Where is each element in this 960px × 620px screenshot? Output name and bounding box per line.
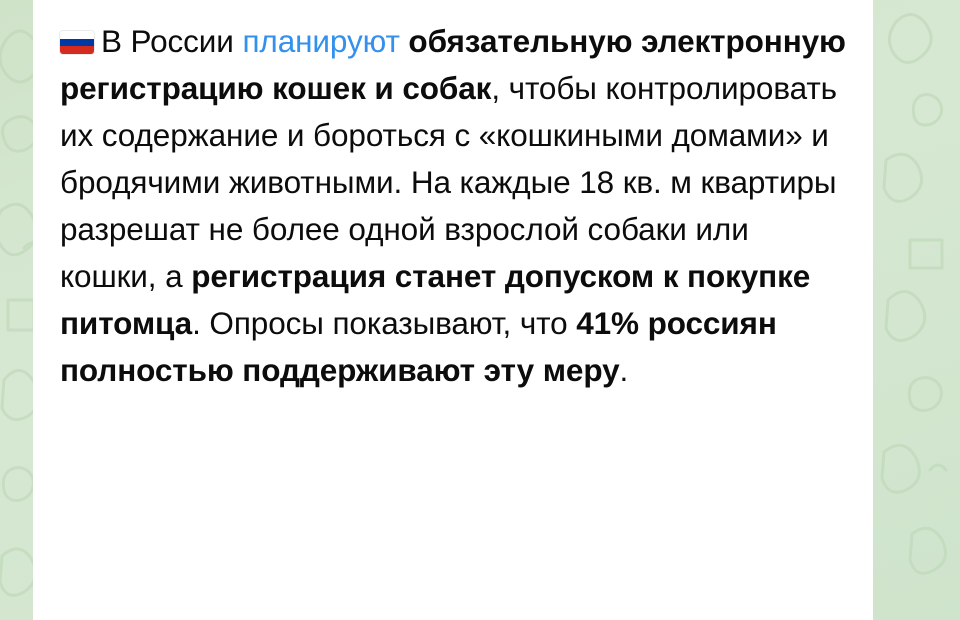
message-plain-text: В России [101, 23, 243, 59]
russia-flag-icon [60, 31, 94, 54]
message-bubble[interactable] [33, 0, 873, 620]
message-bold-text: регистрация станет допуском к покупке питомца [60, 258, 811, 341]
message-bold-text: 41% россиян полностью поддерживают эту меру [60, 305, 777, 388]
message-plain-text: . Опросы показывают, что [192, 305, 577, 341]
message-link[interactable]: планируют [242, 23, 400, 59]
message-text [60, 23, 846, 388]
message-plain-text: . [619, 352, 629, 388]
message-bold-text: обязательную электронную регистрацию кошек и собак [60, 23, 846, 106]
message-plain-text: , чтобы контролировать их содержание и бороться с «кошкиными домами» и бродячими животными. На каждые 18 кв. м квартиры разрешат не более одной взрослой собаки или кошки, а [60, 70, 837, 294]
